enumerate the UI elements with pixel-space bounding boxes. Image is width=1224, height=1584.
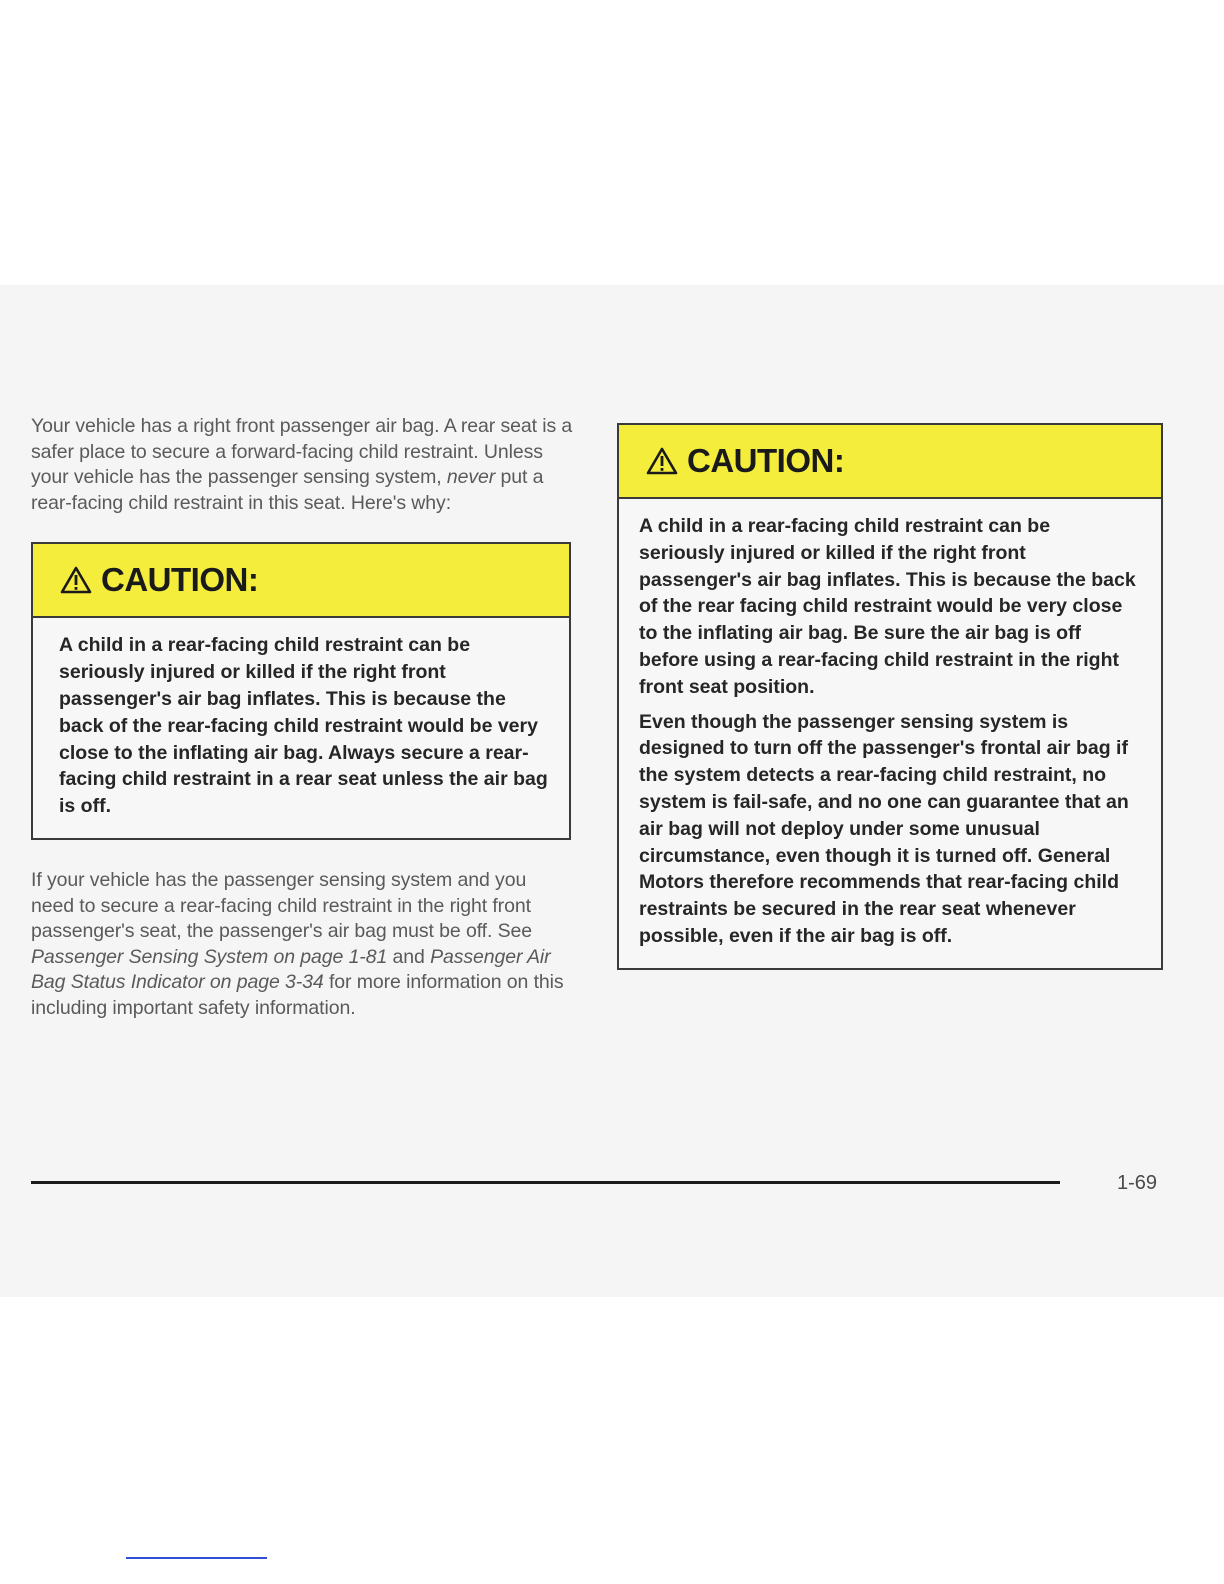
caution-right-paragraph-1: A child in a rear-facing child restraint can be seriously injured or killed if the right front passenger's air bag inflates. This is because the back of the rear facing child restraint would be very close to the inflating air bag. Be sure the air bag is off before using a rear-facing child restraint in the right front seat position. — [639, 515, 1136, 698]
caution-header-left — [33, 544, 569, 618]
reference-passenger-sensing: Passenger Sensing System on page 1-81 — [31, 945, 388, 968]
caution-box-left — [31, 542, 571, 840]
footer-rule — [31, 1181, 1060, 1184]
caution-body-left — [33, 618, 569, 838]
caution-title-left: CAUTION: — [101, 561, 259, 599]
right-column — [617, 423, 1169, 970]
warning-triangle-icon — [59, 565, 93, 595]
reference-air-bag-status-indicator: Passenger Air Bag Status Indicator on page 3-34 — [31, 945, 551, 994]
intro-paragraph: Your vehicle has a right front passenger air bag. A rear seat is a safer place to secure a forward-facing child restraint. Unless your vehicle has the passenger sensing system, never put a rear-facing child restraint in this seat. Here's why: — [31, 415, 573, 514]
page-number: 1-69 — [1117, 1172, 1158, 1194]
caution-right-paragraph-2: Even though the passenger sensing system is designed to turn off the passenger's frontal air bag if the system detects a rear-facing child restraint, no system is fail-safe, and no one can guarantee that an air bag will not deploy under some unusual circumstance, even though it is turned off. General Motors therefore recommends that rear-facing child restraints be secured in the rear seat whenever possible, even if the air bag is off. — [639, 710, 1129, 947]
warning-triangle-icon — [645, 446, 679, 476]
caution-title-right: CAUTION: — [687, 442, 845, 479]
caution-box-right — [617, 423, 1163, 970]
caution-left-paragraph-1: A child in a rear-facing child restraint can be seriously injured or killed if the right front passenger's air bag inflates. This is because the back of the rear-facing child restraint would be very close to the inflating air bag. Always secure a rear-facing child restraint in a rear seat unless the air bag is off. — [59, 634, 548, 818]
left-column — [31, 414, 577, 1022]
caution-header-right — [619, 425, 1161, 499]
never-emphasis: never — [446, 466, 496, 489]
caution-body-right — [619, 499, 1161, 968]
blue-underline-mark — [126, 1557, 267, 1559]
sensing-paragraph: If your vehicle has the passenger sensing system and you need to secure a rear-facing child restraint in the right front passenger's seat, the passenger's air bag must be off. See Passenger Sensing System on page 1-81 and Passenger Air Bag Status Indicator on page 3-34 for more information on this including important safety information. — [31, 868, 564, 1019]
